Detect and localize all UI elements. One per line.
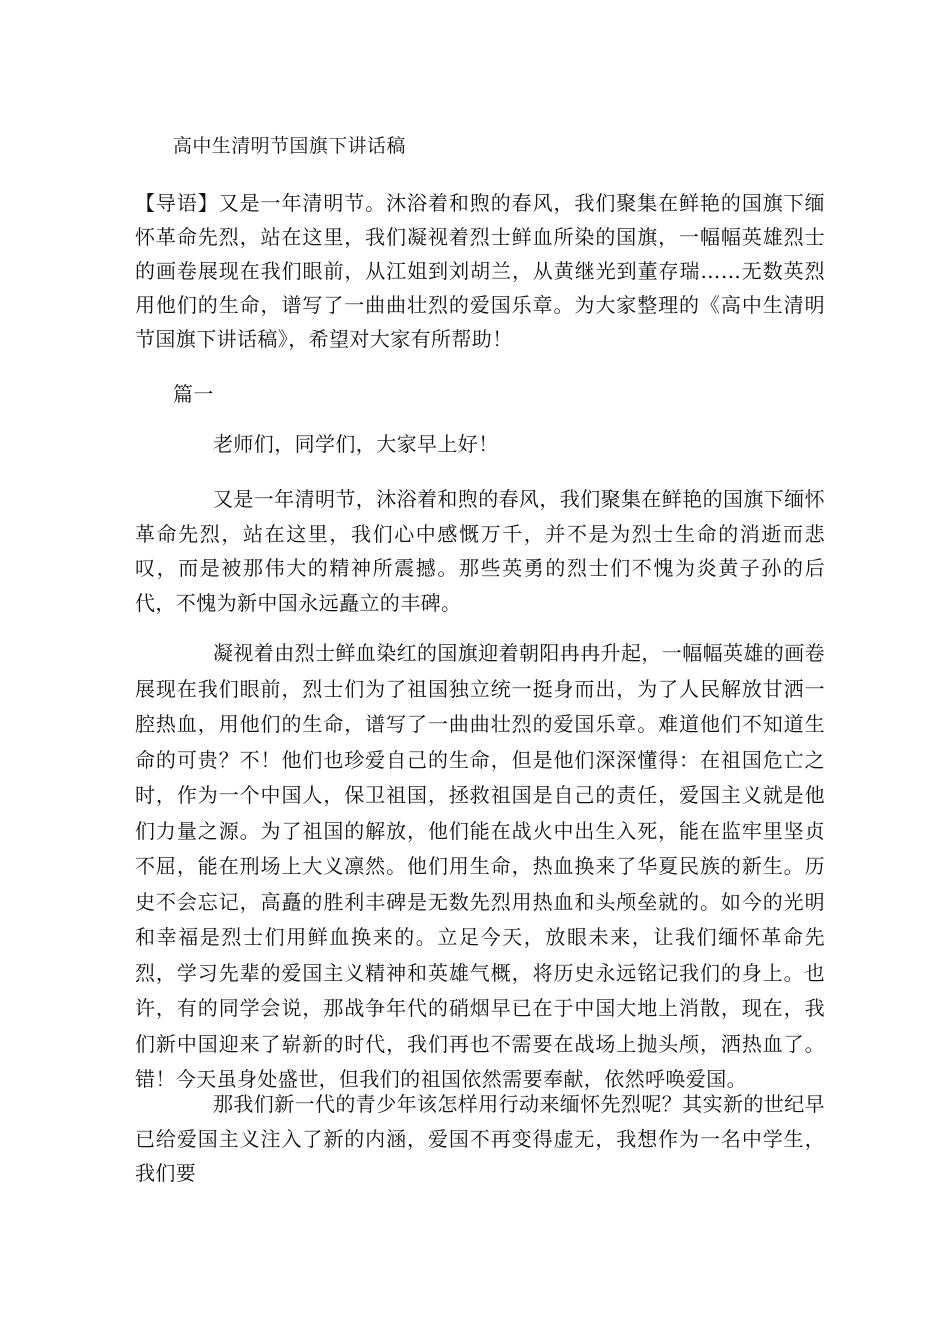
greeting-line: 老师们，同学们，大家早上好！ [213, 432, 499, 456]
body-paragraph-2: 凝视着由烈士鲜血染红的国旗迎着朝阳冉冉升起，一幅幅英雄的画卷展现在我们眼前，烈士们为了祖国独立统一挺身而出，为了人民解放甘洒一腔热血，用他们的生命，谱写了一曲曲壮烈的爱国乐章。难道他们不知道生命的可贵？不！他们也珍爱自己的生命，但是他们深深懂得：在祖国危亡之时，作为一个中国人，保卫祖国，拯救祖国是自己的责任，爱国主义就是他们力量之源。为了祖国的解放，他们能在战火中出生入死，能在监牢里坚贞不屈，能在刑场上大义凛然。他们用生命，热血换来了华夏民族的新生。历史不会忘记，高矗的胜利丰碑是无数先烈用热血和头颅垒就的。如今的光明和幸福是烈士们用鲜血换来的。立足今天，放眼未来，让我们缅怀革命先烈，学习先辈的爱国主义精神和英雄气概，将历史永远铭记我们的身上。也许，有的同学会说，那战争年代的硝烟早已在于中国大地上消散，现在，我们新中国迎来了崭新的时代，我们再也不需要在战场上抛头颅，洒热血了。错！今天虽身处盛世，但我们的祖国依然需要奉献，依然呼唤爱国。 [135, 641, 825, 1091]
section-label: 篇一 [173, 382, 214, 406]
intro-paragraph: 【导语】又是一年清明节。沐浴着和煦的春风，我们聚集在鲜艳的国旗下缅怀革命先烈，站在这里，我们凝视着烈士鲜血所染的国旗，一幅幅英雄烈士的画卷展现在我们眼前，从江姐到刘胡兰，从黄继光到董存瑞……无数英烈用他们的生命，谱写了一曲曲壮烈的爱国乐章。为大家整理的《高中生清明节国旗下讲话稿》，希望对大家有所帮助！ [135, 191, 825, 351]
body-paragraph-1: 又是一年清明节，沐浴着和煦的春风，我们聚集在鲜艳的国旗下缅怀革命先烈，站在这里，我们心中感慨万千，并不是为烈士生命的消逝而悲叹，而是被那伟大的精神所震撼。那些英勇的烈士们不愧为炎黄子孙的后代，不愧为新中国永远矗立的丰碑。 [135, 487, 825, 615]
body-paragraph-3: 那我们新一代的青少年该怎样用行动来缅怀先烈呢？其实新的世纪早已给爱国主义注入了新的内涵，爱国不再变得虚无，我想作为一名中学生，我们要 [135, 1092, 825, 1185]
document-title: 高中生清明节国旗下讲话稿 [173, 135, 406, 157]
